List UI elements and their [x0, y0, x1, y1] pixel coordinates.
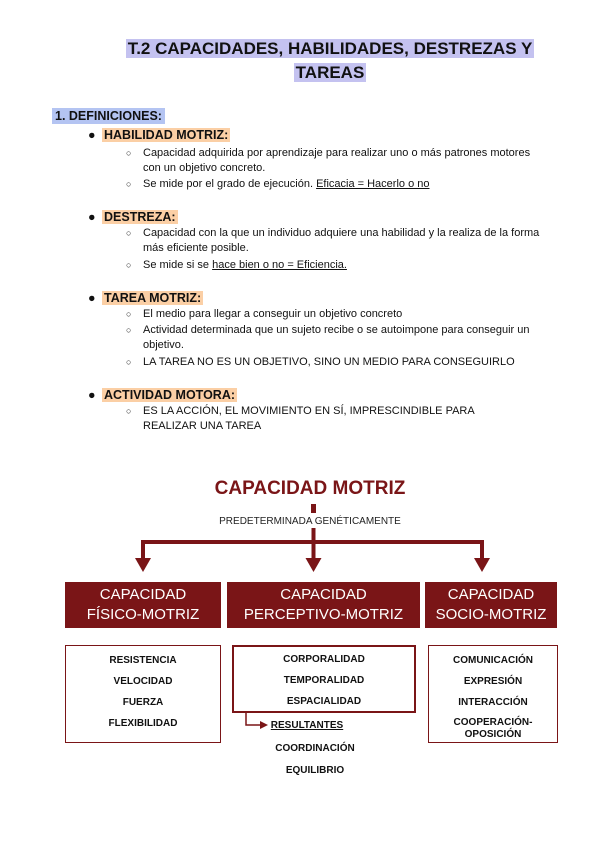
definition-heading-destreza: ● DESTREZA:: [88, 210, 176, 224]
definition-heading-actividad: ● ACTIVIDAD MOTORA:: [88, 388, 236, 402]
list-item: CORPORALIDAD: [283, 654, 365, 665]
list-item: ESPACIALIDAD: [286, 696, 362, 707]
list-item: TEMPORALIDAD: [283, 675, 365, 686]
list-item: EXPRESIÓN: [463, 676, 523, 687]
list-item: COOPERACIÓN- OPOSICIÓN: [453, 717, 533, 740]
socio-motriz-list: [428, 645, 558, 743]
capacidad-motriz-diagram: [0, 470, 600, 790]
resultantes-item: COORDINACIÓN: [275, 743, 355, 754]
list-item: FLEXIBILIDAD: [108, 718, 178, 729]
page-title-line-2: TAREAS: [295, 63, 365, 82]
list-item: RESISTENCIA: [109, 655, 177, 666]
resultantes-label: RESULTANTES: [270, 720, 344, 731]
list-item: INTERACCIÓN: [458, 697, 528, 708]
section-heading-definiciones: 1. DEFINICIONES:: [52, 108, 165, 124]
definition-heading-habilidad: ● HABILIDAD MOTRIZ:: [88, 128, 229, 142]
resultantes-item: EQUILIBRIO: [285, 765, 345, 776]
category-fisico-motriz: CAPACIDAD FÍSICO-MOTRIZ: [65, 582, 221, 628]
list-item: FUERZA: [122, 697, 164, 708]
definition-heading-tarea: ● TAREA MOTRIZ:: [88, 291, 202, 305]
page-title-line-1: T.2 CAPACIDADES, HABILIDADES, DESTREZAS Y: [127, 39, 533, 58]
fisico-motriz-list: [65, 645, 221, 743]
category-perceptivo-motriz: CAPACIDAD PERCEPTIVO-MOTRIZ: [227, 582, 420, 628]
diagram-subtitle: PREDETERMINADA GENÉTICAMENTE: [219, 516, 401, 527]
perceptivo-motriz-list: [232, 645, 416, 713]
list-item: COMUNICACIÓN: [453, 655, 533, 666]
list-item: VELOCIDAD: [113, 676, 173, 687]
diagram-title: CAPACIDAD MOTRIZ: [214, 478, 406, 499]
category-socio-motriz: CAPACIDAD SOCIO-MOTRIZ: [425, 582, 557, 628]
